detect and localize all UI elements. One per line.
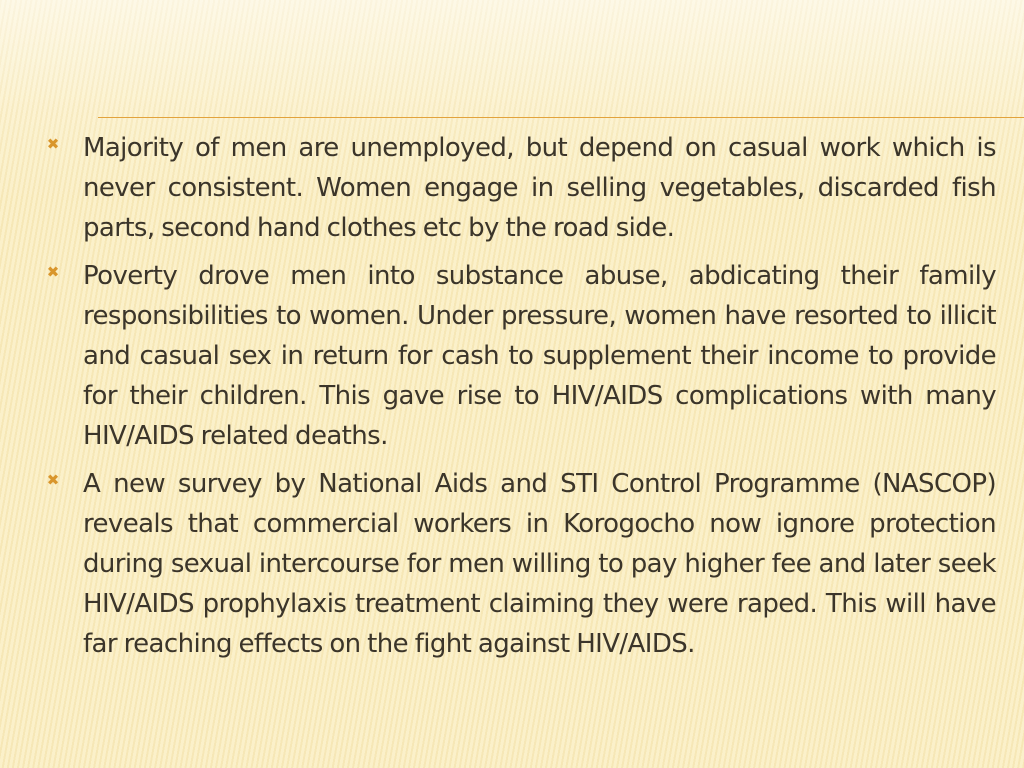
slide-content bbox=[46, 128, 996, 672]
x-bullet-icon: ✖ bbox=[46, 471, 60, 489]
bullet-item bbox=[46, 128, 996, 248]
x-bullet-icon: ✖ bbox=[46, 135, 60, 153]
bullet-text: Majority of men are unemployed, but depend on casual work which is never consistent. Women engage in selling vegetables, discarded fish parts, second hand clothes etc by the road side. bbox=[83, 133, 996, 243]
title-divider-line bbox=[98, 117, 1024, 118]
bullet-item bbox=[46, 464, 996, 664]
x-bullet-icon: ✖ bbox=[46, 263, 60, 281]
bullet-text: A new survey by National Aids and STI Control Programme (NASCOP) reveals that commercial workers in Korogocho now ignore protection during sexual intercourse for men willing to pay higher fee and later seek HIV/AIDS prophylaxis treatment claiming they were raped. This will have far reaching effects on the fight against HIV/AIDS. bbox=[83, 469, 996, 659]
bullet-text: Poverty drove men into substance abuse, abdicating their family responsibilities to women. Under pressure, women have resorted to illicit and casual sex in return for cash to supplement their income to provide for their children. This gave rise to HIV/AIDS complications with many HIV/AIDS related deaths. bbox=[83, 261, 996, 451]
bullet-item bbox=[46, 256, 996, 456]
